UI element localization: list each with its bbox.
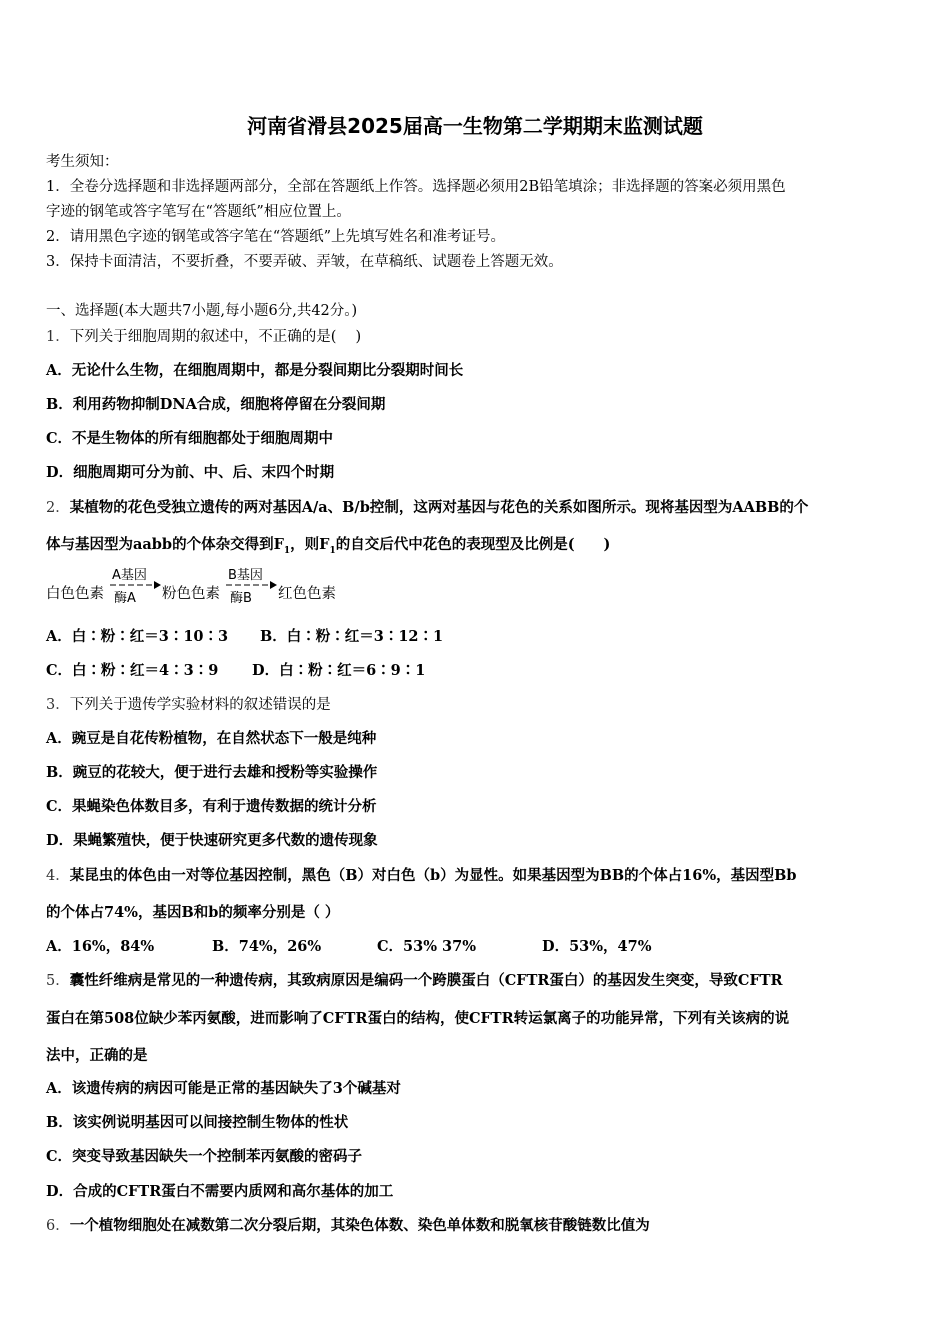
q5-option-b: B．该实例说明基因可以间接控制生物体的性状	[46, 1114, 349, 1131]
q4-option-d: D．53%，47%	[542, 938, 652, 955]
q2-option-b: B．白∶粉∶红＝3∶12∶1	[260, 628, 444, 645]
arrow-1-icon	[110, 580, 162, 590]
notice-heading: 考生须知：	[46, 154, 119, 170]
notice-item-2: 2．请用黑色字迹的钢笔或答字笔在“答题纸”上先填写姓名和准考证号。	[46, 229, 506, 245]
q1-option-b: B．利用药物抑制DNA合成，细胞将停留在分裂间期	[46, 396, 386, 413]
q1-option-a: A．无论什么生物，在细胞周期中，都是分裂间期比分裂期时间长	[46, 362, 464, 379]
question-number: 1．	[46, 329, 70, 345]
red-pigment-label: 红色色素	[278, 586, 336, 602]
section-heading: 一、选择题(本大题共7小题,每小题6分,共42分。)	[46, 303, 358, 319]
q2-option-a: A．白∶粉∶红＝3∶10∶3	[46, 628, 229, 645]
white-pigment-label: 白色色素	[46, 586, 104, 602]
pink-pigment-label: 粉色色素	[162, 586, 220, 602]
gene-b-label: B基因	[228, 568, 263, 583]
question-5-stem-line2: 蛋白在第508位缺少苯丙氨酸，进而影响了CFTR蛋白的结构，使CFTR转运氯离子的功能异常，下列有关该病的说	[46, 1010, 790, 1027]
q4-option-c: C．53% 37%	[377, 938, 477, 955]
question-5-stem-line1: 5．囊性纤维病是常见的一种遗传病，其致病原因是编码一个跨膜蛋白（CFTR蛋白）的基因发生突变，导致CFTR	[46, 972, 783, 989]
question-number: 5．	[46, 973, 70, 989]
question-number: 4．	[46, 868, 70, 884]
question-3-stem: 3．下列关于遗传学实验材料的叙述错误的是	[46, 697, 331, 713]
arrow-2-icon	[226, 580, 278, 590]
q3-option-c: C．果蝇染色体数目多，有利于遗传数据的统计分析	[46, 798, 377, 815]
question-2-stem-line2: 体与基因型为aabb的个体杂交得到$F_1$，则$F_1$的自交后代中花色的表现型及比例是( )	[46, 536, 611, 556]
notice-item-3: 3．保持卡面清洁，不要折叠，不要弄破、弄皱，在草稿纸、试题卷上答题无效。	[46, 254, 563, 270]
q4-option-a: A．16%，84%	[46, 938, 155, 955]
question-6-stem: 6．一个植物细胞处在减数第二次分裂后期，其染色体数、染色单体数和脱氧核苷酸链数比值为	[46, 1217, 650, 1234]
question-5-stem-line3: 法中，正确的是	[46, 1047, 148, 1064]
question-4-stem-line1: 4．某昆虫的体色由一对等位基因控制，黑色（B）对白色（b）为显性。如果基因型为BB的个体占16%，基因型Bb	[46, 867, 797, 884]
q5-option-d: D．合成的CFTR蛋白不需要内质网和高尔基体的加工	[46, 1183, 394, 1200]
pigment-pathway-diagram	[46, 562, 466, 608]
q1-option-c: C．不是生物体的所有细胞都处于细胞周期中	[46, 430, 334, 447]
q3-option-d: D．果蝇繁殖快，便于快速研究更多代数的遗传现象	[46, 832, 378, 849]
q5-option-c: C．突变导致基因缺失一个控制苯丙氨酸的密码子	[46, 1148, 363, 1165]
question-2-stem-line1: 2．某植物的花色受独立遗传的两对基因A/a、B/b控制，这两对基因与花色的关系如图所示。现将基因型为AABB的个	[46, 499, 809, 516]
q3-option-b: B．豌豆的花较大，便于进行去雄和授粉等实验操作	[46, 764, 378, 781]
q3-option-a: A．豌豆是自花传粉植物，在自然状态下一般是纯种	[46, 730, 377, 747]
q4-option-b: B．74%，26%	[212, 938, 322, 955]
page-title: 河南省滑县2025届高一生物第二学期期末监测试题	[247, 114, 703, 138]
gene-a-label: A基因	[112, 568, 147, 583]
notice-item-1: 1．全卷分选择题和非选择题两部分，全部在答题纸上作答。选择题必须用2B铅笔填涂；非选择题的答案必须用黑色	[46, 179, 786, 195]
question-1-stem: 1．下列关于细胞周期的叙述中，不正确的是( )	[46, 329, 362, 345]
question-number: 2．	[46, 500, 70, 516]
enzyme-a-label: 酶A	[114, 591, 136, 606]
notice-item-1-cont: 字迹的钢笔或答字笔写在“答题纸”相应位置上。	[46, 204, 351, 220]
enzyme-b-label: 酶B	[230, 591, 252, 606]
question-4-stem-line2: 的个体占74%，基因B和b的频率分别是（ ）	[46, 904, 340, 921]
q2-option-c: C．白∶粉∶红＝4∶3∶9	[46, 662, 219, 679]
question-number: 3．	[46, 697, 70, 713]
q5-option-a: A．该遗传病的病因可能是正常的基因缺失了3个碱基对	[46, 1080, 401, 1097]
q2-option-d: D．白∶粉∶红＝6∶9∶1	[252, 662, 426, 679]
question-number: 6．	[46, 1218, 70, 1234]
q1-option-d: D．细胞周期可分为前、中、后、末四个时期	[46, 464, 335, 481]
